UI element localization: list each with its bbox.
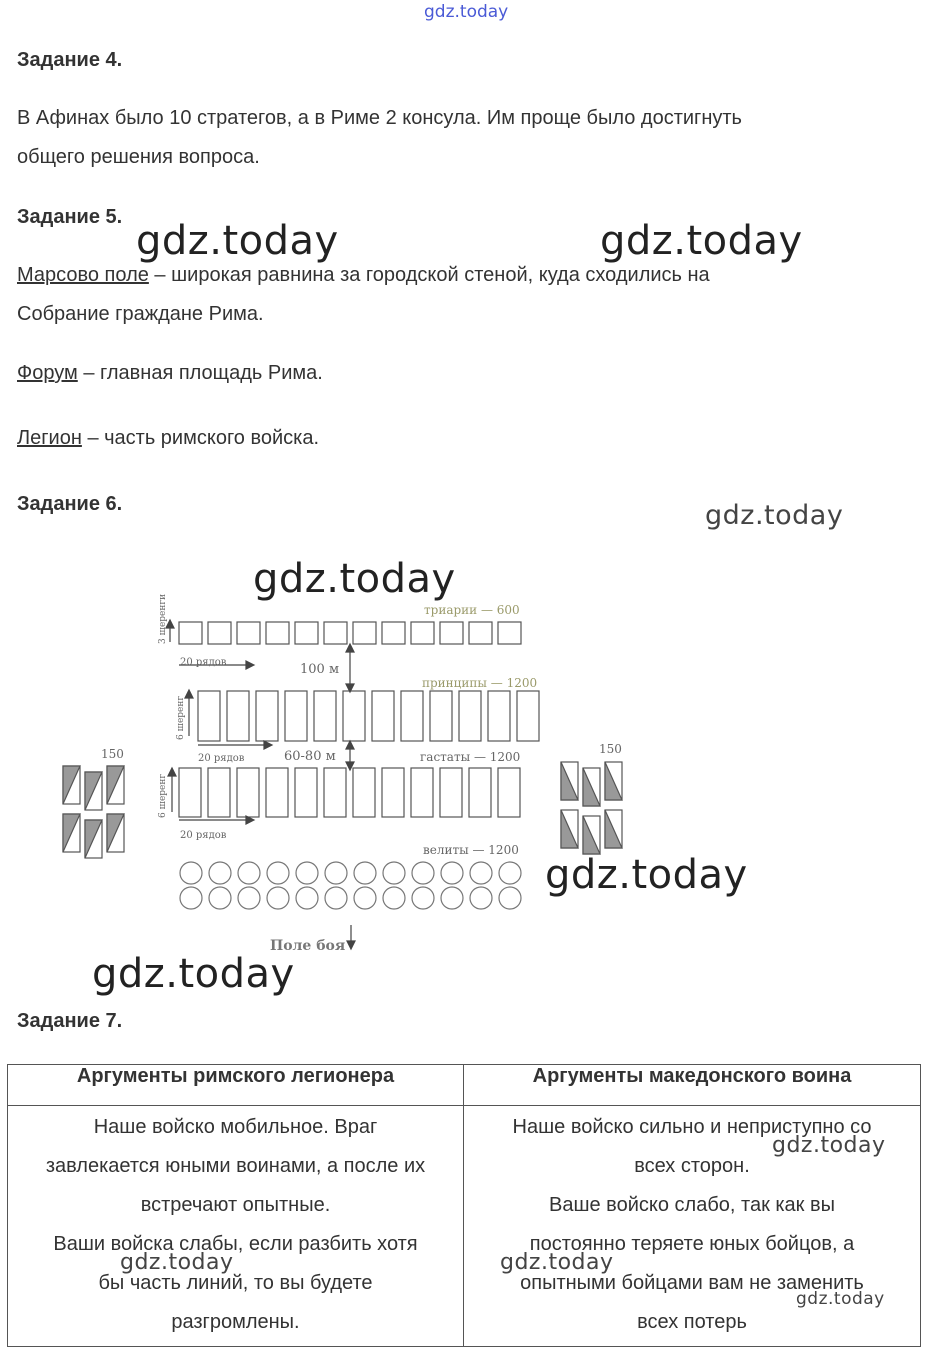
cavalry-left-count: 150 <box>101 747 124 761</box>
rows-label: 20 рядов <box>180 830 227 841</box>
watermark: gdz.today <box>500 1250 614 1275</box>
text-line: Наше войско сильно и неприступно со <box>512 1116 872 1138</box>
arguments-table <box>7 1064 921 1347</box>
text-line: Наше войско мобильное. Враг <box>93 1116 378 1138</box>
cavalry-left <box>63 766 124 858</box>
text-line: Ваше войско слабо, так как вы <box>548 1194 835 1216</box>
text-line: всех сторон. <box>634 1155 750 1177</box>
task4-text <box>17 99 742 177</box>
watermark: gdz.today <box>545 852 748 898</box>
watermark: gdz.today <box>600 218 803 264</box>
text-line: опытными бойцами вам не заменить <box>520 1272 864 1294</box>
col-header-roman: Аргументы римского легионера <box>8 1065 464 1106</box>
text-line: разгромлены. <box>171 1311 300 1333</box>
roman-arg-2 <box>12 1225 459 1342</box>
triarii-row <box>179 622 521 644</box>
velites-row <box>180 862 521 909</box>
term-legion: Легион <box>17 427 82 449</box>
text-line: постоянно теряете юных бойцов, а <box>529 1233 855 1255</box>
watermark: gdz.today <box>705 500 844 531</box>
hastati-label: гастаты — 1200 <box>420 750 521 764</box>
task4-line1: В Афинах было 10 стратегов, а в Риме 2 консула. Им проще было достигнуть <box>17 107 742 129</box>
cavalry-right-count: 150 <box>599 742 622 756</box>
principes-row <box>198 691 539 741</box>
distance-label: 100 м <box>300 662 340 677</box>
text-line: Ваши войска слабы, если разбить хотя <box>53 1233 418 1255</box>
watermark: gdz.today <box>92 951 295 997</box>
task5-term-2 <box>17 354 323 393</box>
cavalry-right <box>561 762 622 854</box>
velites-label: велиты — 1200 <box>423 843 519 857</box>
table-header-row <box>8 1065 921 1106</box>
term-def-cont: Собрание граждане Рима. <box>17 303 264 325</box>
roman-arg-1 <box>12 1108 459 1225</box>
text-line: всех потерь <box>637 1311 747 1333</box>
triarii-label: триарии — 600 <box>424 603 520 617</box>
term-forum: Форум <box>17 362 78 384</box>
ranks-label: 6 шеренг <box>158 773 168 818</box>
legion-formation-diagram <box>0 580 930 960</box>
task4-heading: Задание 4. <box>17 49 123 71</box>
watermark: gdz.today <box>120 1250 234 1275</box>
watermark: gdz.today <box>772 1133 886 1158</box>
task5-term-1 <box>17 256 710 334</box>
watermark: gdz.today <box>796 1289 885 1309</box>
site-watermark-top: gdz.today <box>424 2 509 22</box>
distance-label: 60-80 м <box>284 749 336 764</box>
principes-label: принципы — 1200 <box>422 676 538 690</box>
watermark: gdz.today <box>253 556 456 602</box>
ranks-label: 3 шеренги <box>158 593 168 644</box>
battlefield-label: Поле боя <box>270 938 346 954</box>
rows-label: 20 рядов <box>180 657 227 668</box>
term-def: – главная площадь Рима. <box>77 362 323 384</box>
term-def: – часть римского войска. <box>81 427 320 449</box>
text-line: встречают опытные. <box>140 1194 331 1216</box>
task5-term-3 <box>17 419 319 458</box>
watermark: gdz.today <box>136 218 339 264</box>
roman-arguments-cell <box>8 1106 464 1347</box>
term-marsovo-pole: Марсово поле <box>17 264 149 286</box>
col-header-macedonian: Аргументы македонского воина <box>464 1065 921 1106</box>
ranks-label: 6 шеренг <box>176 695 186 740</box>
task6-heading: Задание 6. <box>17 493 123 515</box>
task7-heading: Задание 7. <box>17 1010 123 1032</box>
text-line: завлекается юными воинами, а после их <box>45 1155 426 1177</box>
text-line: бы часть линий, то вы будете <box>98 1272 373 1294</box>
task4-line2: общего решения вопроса. <box>17 146 260 168</box>
rows-label: 20 рядов <box>198 753 245 764</box>
task5-heading: Задание 5. <box>17 206 123 228</box>
term-def: – широкая равнина за городской стеной, куда сходились на <box>148 264 710 286</box>
hastati-row <box>179 768 520 817</box>
